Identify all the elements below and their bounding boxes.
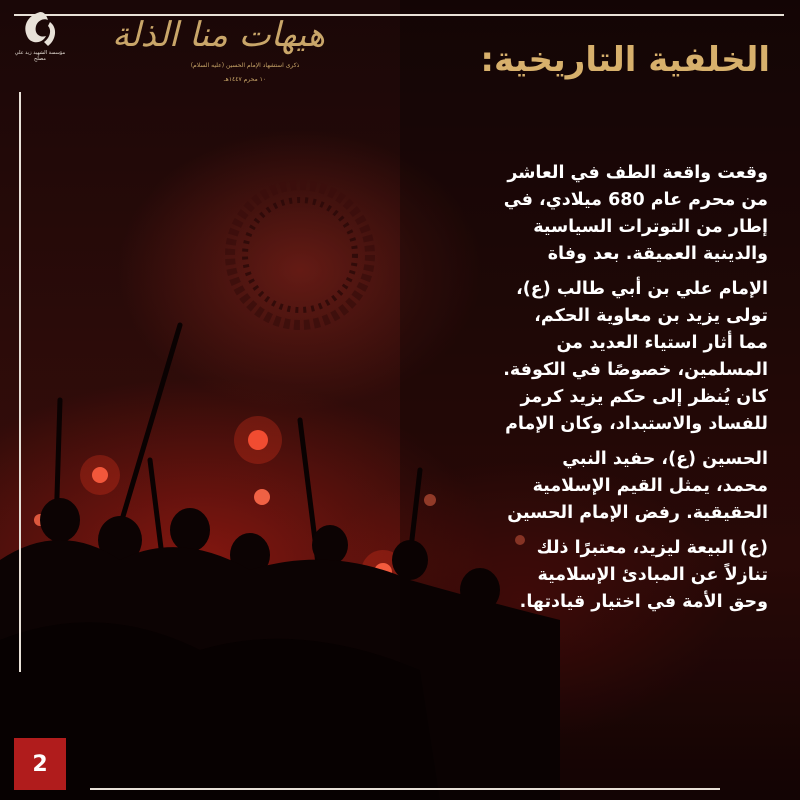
- page-title: الخلفية التاريخية:: [480, 40, 770, 80]
- paragraph: [428, 535, 768, 616]
- text-line: وقعت واقعة الطف في العاشر: [507, 163, 768, 183]
- text-line: للفساد والاستبداد، وكان الإمام: [505, 414, 768, 434]
- commemoration-subtitle: ذكرى استشهاد الإمام الحسين (عليه السلام): [190, 62, 300, 69]
- left-border-line: [19, 92, 21, 672]
- paragraph: [428, 446, 768, 527]
- text-line: والدينية العميقة. بعد وفاة: [547, 244, 768, 264]
- text-line: الحسين (ع)، حفيد النبي: [562, 449, 768, 469]
- text-line: محمد، يمثل القيم الإسلامية: [532, 476, 768, 496]
- text-line: كان يُنظر إلى حكم يزيد كرمز: [520, 387, 768, 407]
- text-line: تولى يزيد بن معاوية الحكم،: [534, 306, 768, 326]
- text-line: الإمام علي بن أبي طالب (ع)،: [516, 279, 768, 299]
- text-line: مما أثار استياء العديد من: [556, 333, 768, 353]
- text-line: من محرم عام 680 ميلادي، في: [503, 190, 768, 210]
- text-line: المسلمين، خصوصًا في الكوفة.: [503, 360, 768, 380]
- calligraphy-slogan: هيهات منا الذلة: [112, 15, 325, 55]
- organization-name: مؤسسة الشهيد زيد علي مصلح: [14, 50, 66, 62]
- body-text: [428, 160, 768, 624]
- bottom-border-line: [90, 788, 720, 790]
- text-line: وحق الأمة في اختيار قيادتها.: [519, 592, 768, 612]
- calligraphy-emblem: [112, 15, 325, 146]
- paragraph: [428, 160, 768, 268]
- text-line: (ع) البيعة ليزيد، معتبرًا ذلك: [536, 538, 768, 558]
- hijri-date: ١٠ محرم ١٤٤٧هـ: [223, 76, 267, 83]
- paragraph: [428, 276, 768, 438]
- text-line: تنازلاً عن المبادئ الإسلامية: [537, 565, 768, 585]
- page-number-badge: 2: [14, 738, 66, 790]
- wreath-icon: [230, 185, 370, 325]
- text-line: الحقيقية. رفض الإمام الحسين: [507, 503, 768, 523]
- text-line: إطار من التوترات السياسية: [533, 217, 768, 237]
